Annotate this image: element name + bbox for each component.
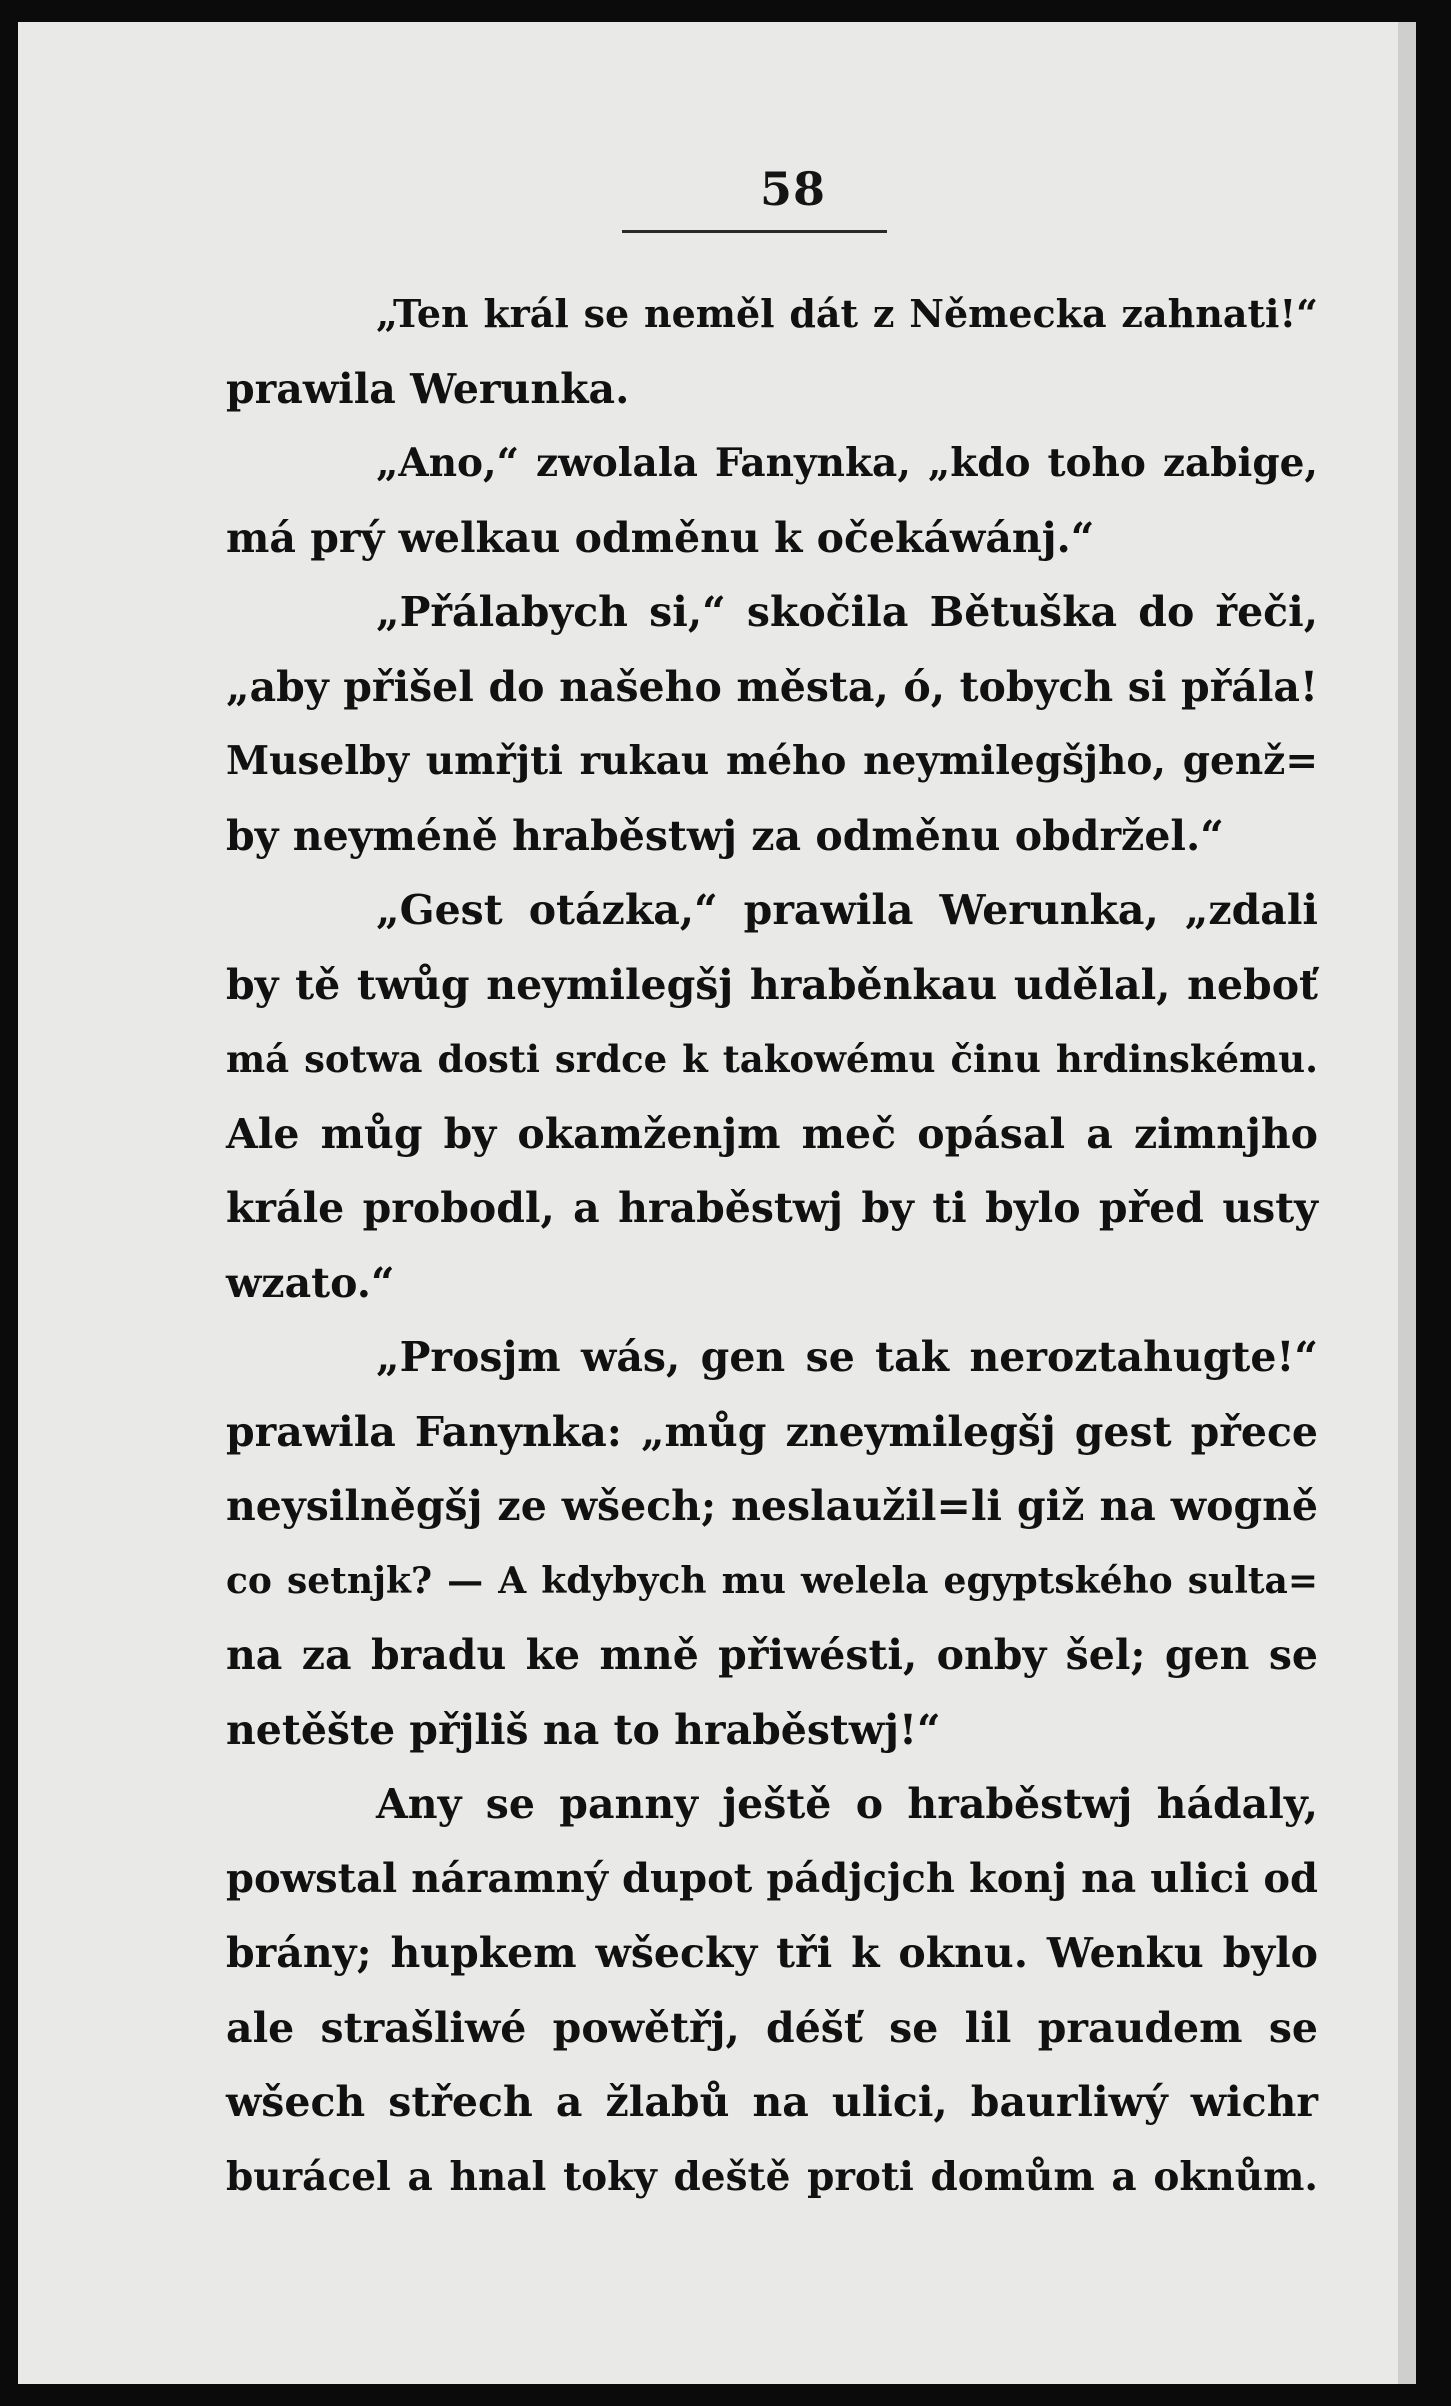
text-line: „aby přišel do našeho města, ó, tobych si přála! bbox=[226, 662, 1318, 711]
text-line: prawila Fanynka: „můg zneymilegšj gest přece bbox=[226, 1407, 1318, 1456]
text-line: Muselby umřjti rukau mého neymilegšjho, genž= bbox=[226, 738, 1318, 784]
text-line: „Ten král se neměl dát z Německa zahnati!“ bbox=[376, 291, 1318, 336]
text-line: má sotwa dosti srdce k takowému činu hrdinskému. bbox=[226, 1037, 1318, 1081]
text-line: „Přálabych si,“ skočila Bětuška do řeči, bbox=[376, 588, 1318, 636]
text-line: powstal náramný dupot pádjcjch konj na ulici od bbox=[226, 1854, 1318, 1902]
text-line: Ale můg by okamženjm meč opásal a zimnjho bbox=[226, 1109, 1318, 1158]
page-header bbox=[18, 162, 1398, 216]
text-line: wšech střech a žlabů na ulici, baurliwý wichr bbox=[226, 2078, 1318, 2126]
text-line: brány; hupkem wšecky tři k oknu. Wenku bylo bbox=[226, 1929, 1318, 1977]
header-rule bbox=[622, 230, 887, 233]
text-line: by tě twůg neymilegšj hraběnkau udělal, neboť bbox=[226, 960, 1318, 1009]
text-line: wzato.“ bbox=[226, 1258, 395, 1307]
text-line: má prý welkau odměnu k očekáwánj.“ bbox=[226, 513, 1095, 562]
page-number: 58 bbox=[759, 162, 826, 216]
text-line: netěšte přjliš na to hraběstwj!“ bbox=[226, 1705, 941, 1754]
text-line: burácel a hnal toky deště proti domům a oknům. bbox=[226, 2153, 1318, 2200]
text-line: neysilněgšj ze wšech; neslaužil=li giž na wogně bbox=[226, 1482, 1318, 1530]
text-line: „Gest otázka,“ prawila Werunka, „zdali bbox=[376, 886, 1318, 934]
text-line: ale strašliwé powětřj, déšť se lil praudem se bbox=[226, 2003, 1318, 2052]
text-line: krále probodl, a hraběstwj by ti bylo před usty bbox=[226, 1184, 1318, 1232]
text-line: by neyméně hraběstwj za odměnu obdržel.“ bbox=[226, 811, 1224, 860]
text-line: co setnjk? — A kdybych mu welela egyptského sulta= bbox=[226, 1559, 1318, 1602]
text-line: na za bradu ke mně přiwésti, onby šel; gen se bbox=[226, 1631, 1318, 1679]
adjacent-page-edge bbox=[1398, 22, 1416, 2384]
book-page bbox=[18, 22, 1402, 2384]
text-line: prawila Werunka. bbox=[226, 364, 630, 413]
text-line: „Ano,“ zwolala Fanynka, „kdo toho zabige, bbox=[376, 440, 1318, 486]
text-line: Any se panny ještě o hraběstwj hádaly, bbox=[376, 1780, 1318, 1828]
body-text bbox=[226, 277, 1318, 2214]
text-line: „Prosjm wás, gen se tak neroztahugte!“ bbox=[376, 1333, 1318, 1381]
